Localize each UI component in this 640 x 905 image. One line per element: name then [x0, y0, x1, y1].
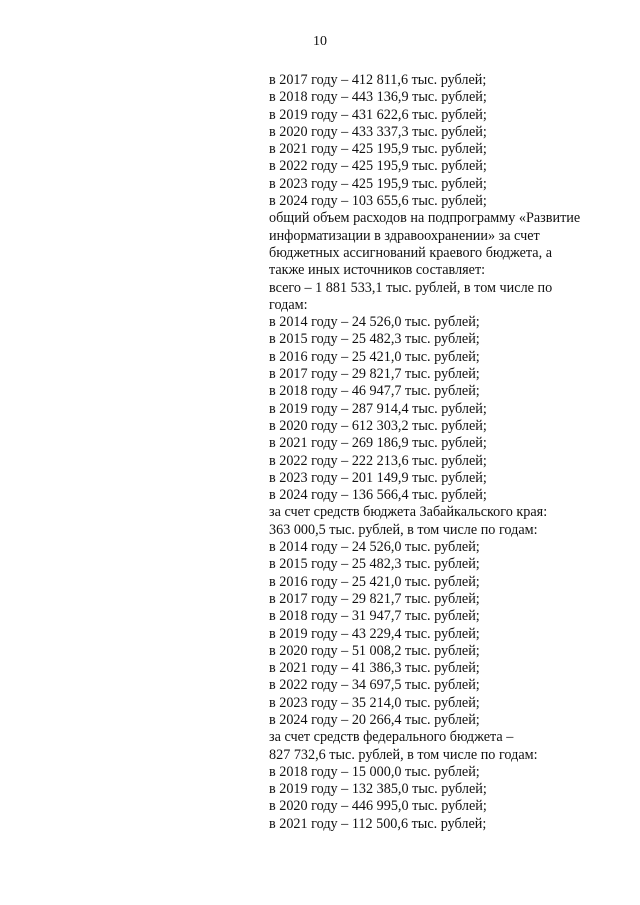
text-line: в 2018 году – 31 947,7 тыс. рублей; — [269, 608, 480, 625]
text-line: в 2019 году – 431 622,6 тыс. рублей; — [269, 106, 487, 123]
text-line: за счет средств бюджета Забайкальского края: — [269, 504, 548, 521]
text-line: в 2023 году – 35 214,0 тыс. рублей; — [269, 694, 480, 711]
text-line: в 2020 году – 433 337,3 тыс. рублей; — [269, 123, 487, 140]
text-line: общий объем расходов на подпрограмму «Развитие — [269, 210, 581, 227]
text-line: в 2018 году – 46 947,7 тыс. рублей; — [269, 383, 480, 400]
text-line: в 2018 году – 443 136,9 тыс. рублей; — [269, 89, 487, 106]
text-line: в 2024 году – 136 566,4 тыс. рублей; — [269, 487, 487, 504]
text-line: в 2022 году – 34 697,5 тыс. рублей; — [269, 677, 480, 694]
text-line: информатизации в здравоохранении» за счет — [269, 227, 540, 244]
text-line: в 2020 году – 446 995,0 тыс. рублей; — [269, 798, 487, 815]
text-line: за счет средств федерального бюджета – — [269, 729, 514, 746]
text-line: в 2022 году – 425 195,9 тыс. рублей; — [269, 158, 487, 175]
text-line: в 2019 году – 287 914,4 тыс. рублей; — [269, 400, 487, 417]
text-line: 363 000,5 тыс. рублей, в том числе по годам: — [269, 521, 538, 538]
text-line: в 2023 году – 201 149,9 тыс. рублей; — [269, 469, 487, 486]
text-line: в 2018 году – 15 000,0 тыс. рублей; — [269, 763, 480, 780]
text-line: в 2016 году – 25 421,0 тыс. рублей; — [269, 348, 480, 365]
text-line: бюджетных ассигнований краевого бюджета, а — [269, 244, 552, 261]
text-line: в 2015 году – 25 482,3 тыс. рублей; — [269, 331, 480, 348]
text-line: всего – 1 881 533,1 тыс. рублей, в том числе по — [269, 279, 553, 296]
text-line: также иных источников составляет: — [269, 262, 486, 279]
text-line: в 2015 году – 25 482,3 тыс. рублей; — [269, 556, 480, 573]
text-line: в 2021 году – 41 386,3 тыс. рублей; — [269, 660, 480, 677]
text-line: в 2021 году – 269 186,9 тыс. рублей; — [269, 435, 487, 452]
text-line: в 2019 году – 43 229,4 тыс. рублей; — [269, 625, 480, 642]
text-line: в 2017 году – 29 821,7 тыс. рублей; — [269, 366, 480, 383]
page-number: 10 — [313, 34, 327, 49]
text-line: в 2016 году – 25 421,0 тыс. рублей; — [269, 573, 480, 590]
text-line: в 2021 году – 112 500,6 тыс. рублей; — [269, 815, 487, 832]
text-line: в 2014 году – 24 526,0 тыс. рублей; — [269, 314, 480, 331]
text-line: в 2017 году – 412 811,6 тыс. рублей; — [269, 72, 487, 88]
text-line: в 2022 году – 222 213,6 тыс. рублей; — [269, 452, 487, 469]
text-line: в 2024 году – 103 655,6 тыс. рублей; — [269, 193, 487, 210]
document-text — [269, 72, 609, 833]
text-line: в 2014 году – 24 526,0 тыс. рублей; — [269, 539, 480, 556]
text-line: в 2017 году – 29 821,7 тыс. рублей; — [269, 590, 480, 607]
text-line: в 2019 году – 132 385,0 тыс. рублей; — [269, 781, 487, 798]
text-line: в 2023 году – 425 195,9 тыс. рублей; — [269, 175, 487, 192]
text-line: в 2020 году – 612 303,2 тыс. рублей; — [269, 417, 487, 434]
text-line: годам: — [269, 296, 308, 313]
text-line: в 2024 году – 20 266,4 тыс. рублей; — [269, 711, 480, 728]
text-line: в 2020 году – 51 008,2 тыс. рублей; — [269, 642, 480, 659]
text-line: 827 732,6 тыс. рублей, в том числе по годам: — [269, 746, 538, 763]
text-line: в 2021 году – 425 195,9 тыс. рублей; — [269, 141, 487, 158]
